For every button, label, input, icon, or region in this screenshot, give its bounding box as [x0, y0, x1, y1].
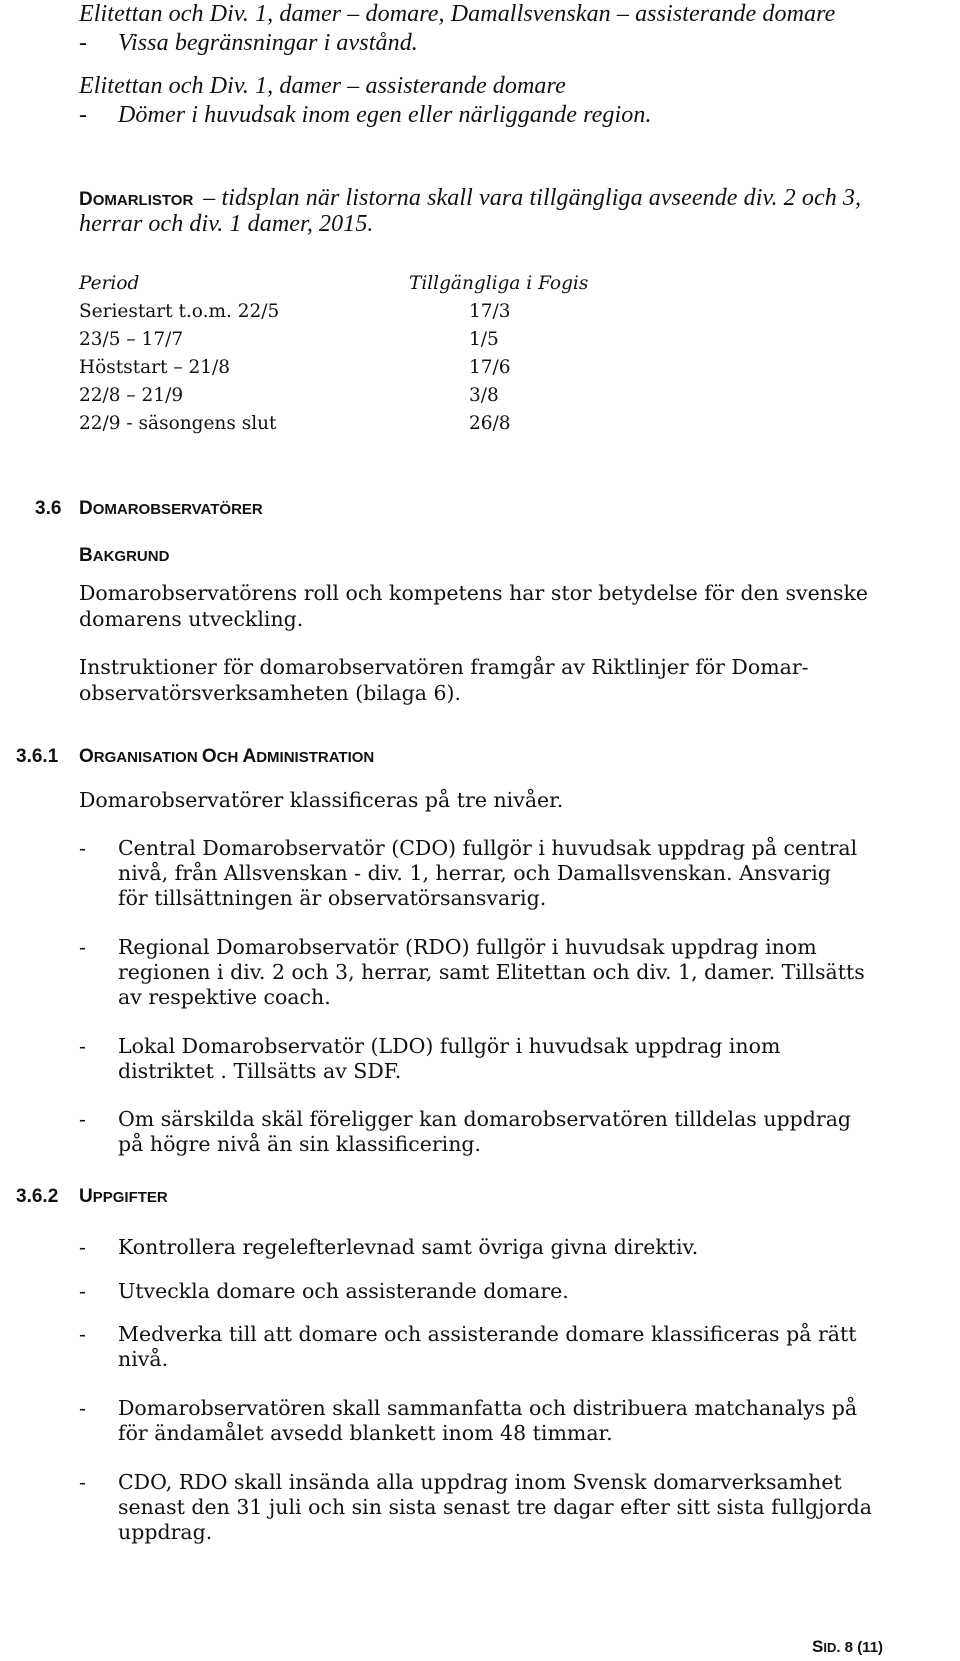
paragraph-line: Domarobservatörens roll och kompetens har stor betydelse för den svenske — [79, 581, 869, 605]
section-title: DOMAROBSERVATÖRER — [79, 498, 263, 519]
intro-line: Elitettan och Div. 1, damer – domare, Damallsvenskan – assisterande domare — [79, 1, 836, 27]
table-header-period: Period — [79, 273, 140, 294]
table-cell-available: 17/6 — [469, 357, 511, 378]
bullet-dash: - — [79, 1470, 86, 1494]
bullet-line: Central Domarobservatör (CDO) fullgör i huvudsak uppdrag på central — [118, 836, 858, 860]
table-cell-available: 26/8 — [469, 413, 511, 434]
bullet-line: Om särskilda skäl föreligger kan domarobservatören tilldelas uppdrag — [118, 1107, 852, 1131]
table-header-available: Tillgängliga i Fogis — [409, 273, 589, 294]
intro-line: Vissa begränsningar i avstånd. — [118, 30, 418, 56]
bullet-line: CDO, RDO skall insända alla uppdrag inom Svensk domarverksamhet — [118, 1470, 842, 1494]
bullet-line: uppdrag. — [118, 1520, 213, 1544]
bullet-dash: - — [79, 1034, 86, 1058]
section-number: 3.6 — [35, 498, 62, 519]
table-cell-period: Höststart – 21/8 — [79, 357, 230, 378]
paragraph-line: Instruktioner för domarobservatören framgår av Riktlinjer för Domar- — [79, 655, 809, 679]
paragraph-line: observatörsverksamheten (bilaga 6). — [79, 681, 462, 705]
table-cell-available: 3/8 — [469, 385, 499, 406]
bullet-line: på högre nivå än sin klassificering. — [118, 1132, 482, 1156]
bullet-line: för tillsättningen är observatörsansvarig. — [118, 886, 547, 910]
page-number: SID. 8 (11) — [812, 1637, 884, 1656]
bullet-dash: - — [79, 836, 86, 860]
domarlistor-line: herrar och div. 1 damer, 2015. — [79, 211, 374, 237]
bullet-line: regionen i div. 2 och 3, herrar, samt Elitettan och div. 1, damer. Tillsätts — [118, 960, 865, 984]
bullet-dash: - — [79, 1322, 86, 1346]
bullet-line: senast den 31 juli och sin sista senast tre dagar efter sitt sista fullgjorda — [118, 1495, 872, 1519]
bullet-line: för ändamålet avsedd blankett inom 48 timmar. — [118, 1421, 613, 1445]
section-title: UPPGIFTER — [79, 1186, 168, 1207]
table-cell-period: 22/9 - säsongens slut — [79, 413, 277, 434]
bullet-line: Domarobservatören skall sammanfatta och distribuera matchanalys på — [118, 1396, 858, 1420]
section-title: ORGANISATION OCH ADMINISTRATION — [79, 746, 375, 767]
bullet-dash: - — [79, 1107, 86, 1131]
bullet-dash: - — [79, 1396, 86, 1420]
bullet-dash: - — [79, 935, 86, 959]
intro-dash: - — [79, 102, 88, 128]
bullet-line: nivå, från Allsvenskan - div. 1, herrar, och Damallsvenskan. Ansvarig — [118, 861, 831, 885]
bullet-line: distriktet . Tillsätts av SDF. — [118, 1059, 402, 1083]
bullet-line: nivå. — [118, 1347, 169, 1371]
table-cell-period: Seriestart t.o.m. 22/5 — [79, 301, 280, 322]
table-cell-period: 23/5 – 17/7 — [79, 329, 184, 350]
domarlistor-heading: DOMARLISTOR – tidsplan när listorna skall vara tillgängliga avseende div. 2 och 3, — [79, 185, 862, 211]
section-number: 3.6.2 — [16, 1186, 59, 1207]
paragraph-line: domarens utveckling. — [79, 607, 304, 631]
section-number: 3.6.1 — [16, 746, 59, 767]
intro-dash: - — [79, 30, 88, 56]
bullet-line: Utveckla domare och assisterande domare. — [118, 1279, 569, 1303]
intro-line: Elitettan och Div. 1, damer – assisterande domare — [79, 73, 566, 99]
bullet-dash: - — [79, 1279, 86, 1303]
bullet-line: Medverka till att domare och assisterande domare klassificeras på rätt — [118, 1322, 857, 1346]
bullet-line: Kontrollera regelefterlevnad samt övriga givna direktiv. — [118, 1235, 699, 1259]
table-cell-available: 1/5 — [469, 329, 499, 350]
bullet-line: av respektive coach. — [118, 985, 331, 1009]
bullet-line: Lokal Domarobservatör (LDO) fullgör i huvudsak uppdrag inom — [118, 1034, 781, 1058]
bullet-line: Regional Domarobservatör (RDO) fullgör i huvudsak uppdrag inom — [118, 935, 817, 959]
bullet-dash: - — [79, 1235, 86, 1259]
table-cell-available: 17/3 — [469, 301, 511, 322]
subsection-title: BAKGRUND — [79, 545, 170, 566]
paragraph-line: Domarobservatörer klassificeras på tre nivåer. — [79, 788, 564, 812]
intro-line: Dömer i huvudsak inom egen eller närliggande region. — [118, 102, 652, 128]
table-cell-period: 22/8 – 21/9 — [79, 385, 184, 406]
